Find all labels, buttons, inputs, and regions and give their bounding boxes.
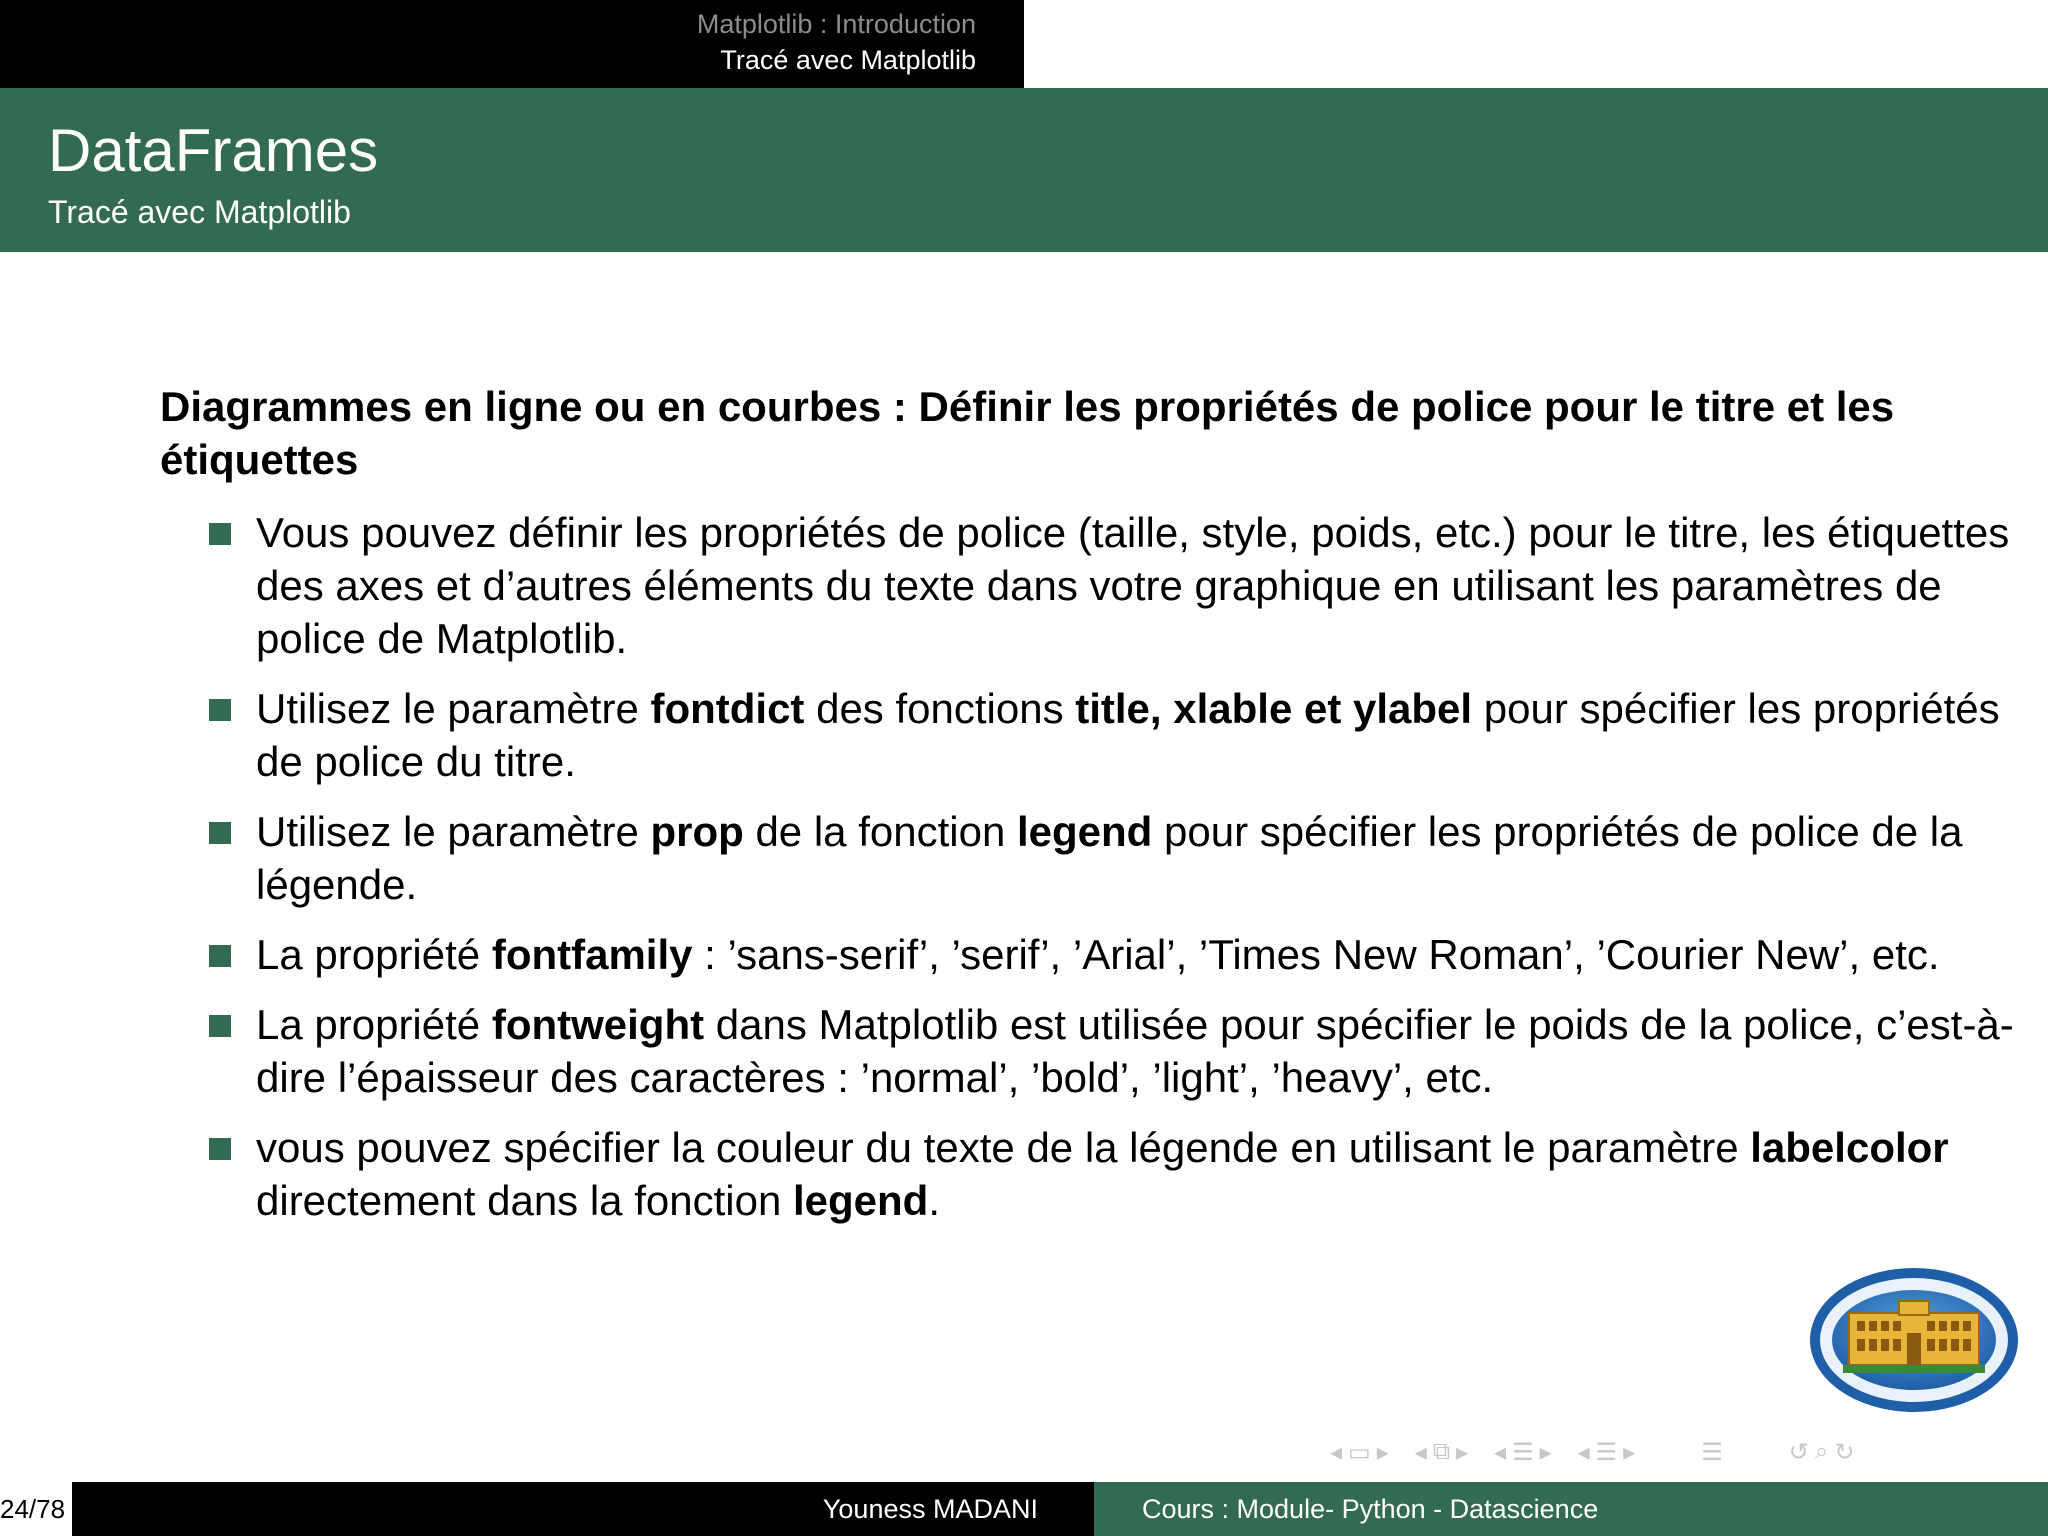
block-title: Diagrammes en ligne ou en courbes : Définir les propriétés de police pour le titre et les étiquettes <box>160 383 1895 483</box>
item-text: Utilisez le paramètre <box>256 808 651 855</box>
item-text: . <box>928 1177 941 1224</box>
nav-part-prev-icon[interactable]: ◂ <box>1577 1438 1590 1466</box>
nav-section-icon[interactable]: ☰ <box>1512 1438 1534 1466</box>
page-number: 24/78 <box>0 1482 72 1536</box>
faculty-logo <box>1807 1265 2021 1415</box>
footer-author: Youness MADANI <box>72 1482 1094 1536</box>
item-text: de la fonction <box>743 808 1017 855</box>
item-text: directement dans la fonction <box>256 1177 793 1224</box>
item-text: Vous pouvez définir les propriétés de police (taille, style, poids, etc.) pour le titre, les étiquettes des axes et d’autres éléments du texte dans votre graphique en utilisant les paramètres de police de Matplotlib. <box>256 509 2010 662</box>
bullet-square-icon <box>209 699 231 721</box>
bullet-square-icon <box>209 1015 231 1037</box>
item-text: : ’sans-serif’, ’serif’, ’Arial’, ’Times New Roman’, ’Courier New’, etc. <box>692 931 1940 978</box>
slide-content <box>160 380 2014 1244</box>
bold-keyword: prop <box>650 808 744 855</box>
nav-subsection-next-icon[interactable]: ▸ <box>1455 1438 1469 1466</box>
bullet-item <box>160 805 2036 911</box>
bold-keyword: fontweight <box>491 1001 705 1048</box>
item-text: dans Matplotlib est utilisée pour spécifier le poids de la police, c’est-à-dire l’épaisseur des caractères : ’normal’, ’bold’, ’light’, ’heavy’, etc. <box>256 1001 2014 1101</box>
nav-part-next-icon[interactable]: ▸ <box>1623 1438 1636 1466</box>
bold-keyword: legend <box>792 1177 929 1224</box>
item-text: pour spécifier les propriétés de police de la légende. <box>256 808 1963 908</box>
bullet-square-icon <box>209 822 231 844</box>
footer-bar <box>0 1482 2048 1536</box>
nav-part-icon[interactable]: ☰ <box>1595 1438 1618 1466</box>
bullet-item <box>160 506 2036 665</box>
nav-section-link[interactable]: Matplotlib : Introduction <box>696 9 976 39</box>
bullet-square-icon <box>209 945 231 967</box>
nav-frame-icon[interactable]: ▭ <box>1348 1438 1371 1466</box>
nav-subsection-icon[interactable]: ⧉ <box>1432 1438 1450 1465</box>
bullet-square-icon <box>209 1138 231 1160</box>
header-nav-bar-right <box>1024 0 2048 88</box>
bullet-square-icon <box>209 523 231 545</box>
item-text: pour spécifier les propriétés de police du titre. <box>256 685 2000 785</box>
bold-keyword: legend <box>1016 808 1153 855</box>
bold-keyword: labelcolor <box>1750 1124 1949 1171</box>
nav-search-icon[interactable]: ⌕ <box>1814 1438 1829 1465</box>
nav-document-icon[interactable]: ☰ <box>1701 1438 1723 1466</box>
nav-frame-next-icon[interactable]: ▸ <box>1376 1438 1389 1466</box>
nav-back-icon[interactable]: ↺ <box>1788 1438 1809 1466</box>
frame-header <box>0 88 2048 252</box>
item-text: Utilisez le paramètre <box>256 685 651 732</box>
item-text: La propriété <box>256 1001 492 1048</box>
nav-section-prev-icon[interactable]: ◂ <box>1494 1438 1507 1466</box>
nav-forward-icon[interactable]: ↻ <box>1834 1438 1855 1466</box>
item-text: La propriété <box>256 931 492 978</box>
bold-keyword: fontdict <box>650 685 805 732</box>
header-nav-bar <box>0 0 1024 88</box>
bullet-item <box>160 1121 2036 1227</box>
bold-keyword: fontfamily <box>491 931 693 978</box>
nav-subsection-prev-icon[interactable]: ◂ <box>1414 1438 1427 1466</box>
frame-subtitle: Tracé avec Matplotlib <box>48 194 351 230</box>
nav-section-next-icon[interactable]: ▸ <box>1539 1438 1552 1466</box>
frame-title: DataFrames <box>48 117 379 184</box>
nav-frame-prev-icon[interactable]: ◂ <box>1330 1438 1343 1466</box>
bullet-item <box>160 998 2036 1104</box>
footer-course: Cours : Module- Python - Datascience <box>1094 1482 2048 1536</box>
bullet-item <box>160 928 2036 981</box>
bullet-list <box>160 506 2014 1227</box>
bold-keyword: title, xlable et ylabel <box>1075 685 1473 732</box>
nav-subsection-link[interactable]: Tracé avec Matplotlib <box>720 45 976 75</box>
item-text: des fonctions <box>804 685 1076 732</box>
bullet-item <box>160 682 2036 788</box>
beamer-navigation-symbols <box>1330 1434 1854 1470</box>
item-text: vous pouvez spécifier la couleur du texte de la légende en utilisant le paramètre <box>256 1124 1751 1171</box>
